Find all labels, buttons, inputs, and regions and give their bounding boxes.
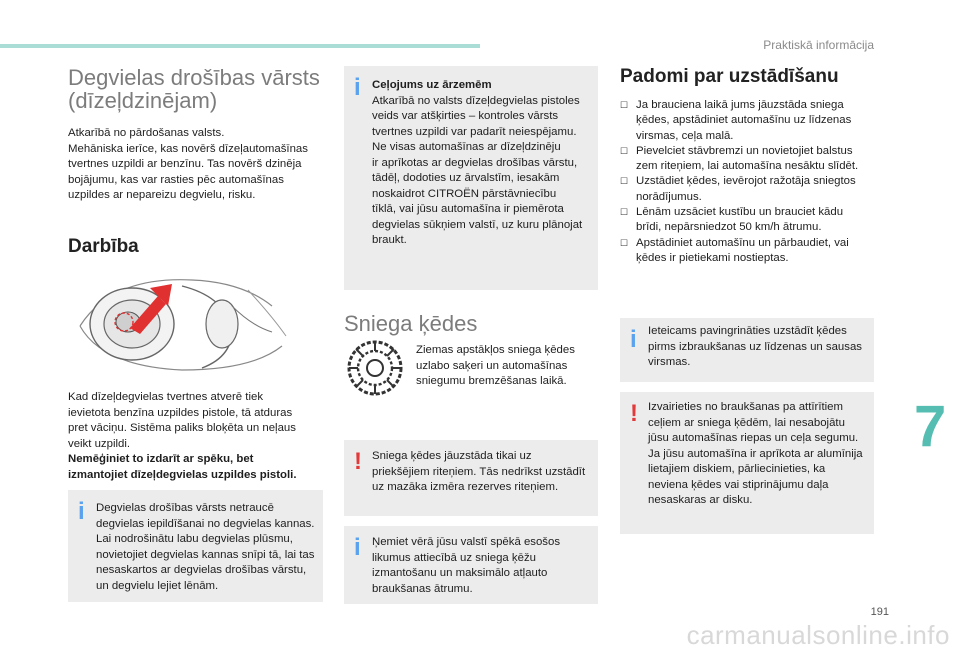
snow-chains-info-box — [344, 526, 598, 604]
warning-line: priekšējiem riteņiem. Tās nedrīkst uzstādīt — [372, 465, 586, 478]
travel-line: Ne visas automašīnas ar dīzeļdzinēju — [372, 141, 561, 153]
chains-intro-line: Ziemas apstākļos sniega ķēdes — [416, 344, 575, 356]
info-line: Ieteicams pavingrināties uzstādīt ķēdes — [648, 325, 847, 337]
info-line: likumus attiecībā uz sniega ķēžu — [372, 551, 536, 564]
fuel-valve-title-line1: Degvielas drošības vārsts — [68, 65, 320, 90]
info-line: virsmas. — [648, 356, 691, 368]
fuel-valve-intro — [68, 126, 326, 204]
operation-bold-line: Nemēģiniet to izdarīt ar spēku, bet — [68, 453, 254, 465]
travel-line: noskaidrot CITROËN pārstāvniecību — [372, 187, 557, 200]
info-line: Lai nodrošinātu labu degvielas plūsmu, — [96, 533, 293, 545]
info-line: pirms izbraukšanas uz līdzenas un sausas — [648, 340, 862, 353]
info-line: braukšanas ātrumu. — [372, 582, 473, 595]
travel-line: tīklā, vai jūsu automašīna ir piemērota — [372, 203, 564, 215]
snow-chains-intro — [416, 343, 596, 390]
tip-item: ☐ Apstādiniet automašīnu un pārbaudiet, vai ķēdes ir pietiekami nostieptas. — [620, 236, 875, 267]
left-column — [68, 66, 326, 204]
snow-chain-icon — [346, 339, 404, 397]
warning-line: Izvairieties no braukšanas pa attīrītiem — [648, 401, 843, 413]
warning-box-text — [372, 449, 596, 496]
travel-line: braukt. — [372, 234, 407, 246]
warning-line: nesaskaras ar disku. — [648, 494, 753, 506]
tip-item: ☐ Lēnām uzsāciet kustību un brauciet kādu brīdi, nepārsniedzot 50 km/h ātrumu. — [620, 205, 875, 236]
operation-line: Kad dīzeļdegvielas tvertnes atverē tiek — [68, 391, 264, 403]
watermark: carmanualsonline.info — [686, 620, 950, 650]
fuel-filler-illustration — [72, 266, 294, 380]
info-icon: i — [354, 534, 361, 561]
info-line: Degvielas drošības vārsts netraucē — [96, 502, 274, 514]
fuel-valve-title-line2: (dīzeļdzinējam) — [68, 88, 218, 113]
intro-line: bojājumu, kas var rasties pēc automašīnas — [68, 173, 284, 186]
chapter-number: 7 — [914, 394, 947, 459]
warning-line: neviena ķēdes vai stiprinājumu daļa — [648, 478, 829, 491]
fuel-valve-title — [68, 66, 326, 112]
fuel-valve-info-box — [68, 490, 323, 602]
operation-bold-line: izmantojiet dīzeļdegvielas uzpildes pistoli. — [68, 468, 297, 481]
operation-line: ievietota benzīna uzpildes pistole, tā atduras — [68, 406, 293, 419]
travel-box-title: Ceļojums uz ārzemēm — [372, 79, 492, 91]
intro-line: Mehāniska ierīce, kas novērš dīzeļautomašīnas — [68, 142, 308, 155]
travel-line: Atkarībā no valsts dīzeļdegvielas pistoles — [372, 94, 580, 107]
warning-line: lietajiem diskiem, pārliecinieties, ka — [648, 463, 826, 475]
installation-tips-list — [620, 98, 875, 266]
page-number: 191 — [870, 606, 889, 618]
info-line: degvielas iepildīšanai no degvielas kannas. — [96, 517, 315, 530]
info-icon: i — [78, 498, 85, 525]
warning-line: jūsu automašīnas riepas un ceļa segumu. — [648, 432, 859, 444]
info-box-text — [648, 324, 872, 371]
operation-text — [68, 390, 326, 483]
info-icon: i — [354, 74, 361, 101]
info-line: novietojiet degvielas kannas snīpi tā, lai tas — [96, 548, 315, 561]
info-line: un degvielu lejiet lēnām. — [96, 579, 219, 592]
operation-title: Darbība — [68, 236, 139, 257]
intro-line: Atkarībā no pārdošanas valsts. — [68, 127, 225, 139]
warning-line: ceļiem ar sniega ķēdēm, lai nesabojātu — [648, 416, 845, 429]
snow-chains-title: Sniega ķēdes — [344, 311, 478, 336]
tip-item: ☐ Ja brauciena laikā jums jāuzstāda sniega ķēdes, apstādiniet automašīnu uz līdzenas virsmas, ceļa malā. — [620, 98, 875, 144]
travel-line: tvertnes uzpildi var padarīt neiespējamu. — [372, 125, 577, 138]
travel-box-text — [372, 78, 594, 249]
travel-line: ir aprīkotas ar degvielas drošības vārstu, — [372, 156, 578, 169]
warning-line: uz mazāka izmēra rezerves riteņiem. — [372, 481, 559, 493]
top-accent-bar — [0, 44, 480, 48]
snow-chains-warning-box — [344, 440, 598, 516]
intro-line: tvertnes uzpildi ar benzīnu. Tas novērš dzinēja — [68, 158, 302, 170]
installation-tips-title: Padomi par uzstādīšanu — [620, 66, 839, 87]
section-label: Praktiskā informācija — [763, 38, 874, 52]
info-line: izmantošanu un maksimālo atļauto — [372, 567, 548, 579]
info-icon: i — [630, 326, 637, 353]
info-line: nesaskartos ar degvielas drošības vārstu, — [96, 564, 307, 576]
chains-intro-line: uzlabo saķeri un automašīnas — [416, 359, 568, 372]
info-box-text — [372, 535, 596, 597]
info-box-text — [96, 501, 322, 594]
info-line: Ņemiet vērā jūsu valstī spēkā esošos — [372, 536, 561, 548]
travel-abroad-info-box — [344, 66, 598, 290]
intro-line: uzpildes ar nepareizu degvielu, risku. — [68, 189, 256, 201]
warning-icon: ! — [630, 400, 638, 427]
travel-line: degvielas sūkņiem valstī, uz kuru plānojat — [372, 218, 583, 231]
travel-line: tādēļ, dodoties uz ārvalstīm, iesakām — [372, 172, 560, 184]
chains-intro-line: sniegumu bremzēšanas laikā. — [416, 375, 567, 387]
tip-item: ☐ Pievelciet stāvbremzi un novietojiet balstus zem riteņiem, lai automašīna nesāktu slīdēt. — [620, 144, 875, 175]
warning-icon: ! — [354, 448, 362, 475]
warning-box-text — [648, 400, 872, 509]
tip-item: ☐ Uzstādiet ķēdes, ievērojot ražotāja sniegtos norādījumus. — [620, 174, 875, 205]
cleared-roads-warning-box — [620, 392, 874, 534]
practice-info-box — [620, 318, 874, 382]
warning-line: Sniega ķēdes jāuzstāda tikai uz — [372, 450, 532, 462]
travel-line: veids var atšķirties – kontroles vārsts — [372, 110, 559, 122]
operation-line: pret vāciņu. Sistēma paliks bloķēta un neļaus — [68, 422, 296, 434]
warning-line: Ja jūsu automašīna ir aprīkota ar alumīnija — [648, 447, 863, 460]
operation-line: veikt uzpildi. — [68, 437, 131, 450]
